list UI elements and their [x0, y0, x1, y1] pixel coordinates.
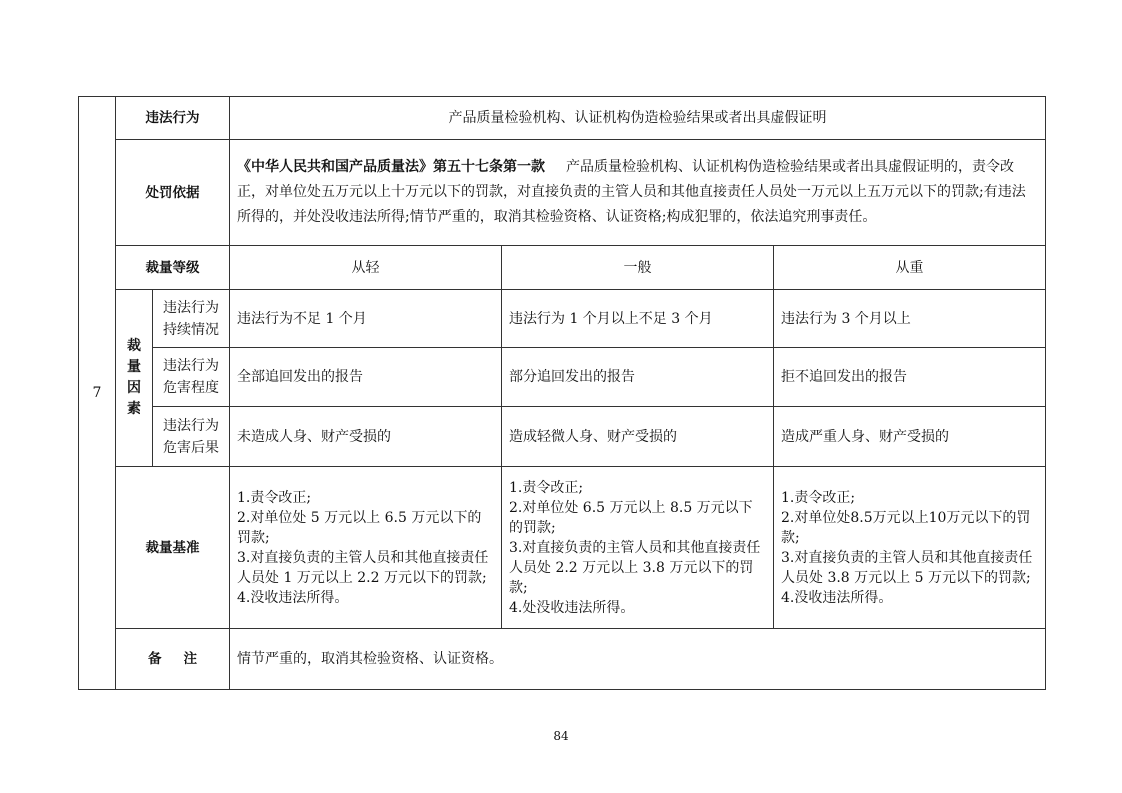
basis-label: 处罚依据 [116, 140, 230, 246]
factor-cell: 造成轻微人身、财产受损的 [502, 407, 774, 467]
factor-cell: 造成严重人身、财产受损的 [774, 407, 1046, 467]
factor-cell: 拒不追回发出的报告 [774, 348, 1046, 407]
level-normal: 一般 [502, 246, 774, 290]
standard-item: 4.处没收违法所得。 [509, 599, 635, 616]
standard-item: 1.责令改正; [781, 489, 856, 506]
standard-row [79, 467, 1046, 629]
basis-cell [230, 140, 1046, 246]
factor-label-harm-consequence: 违法行为危害后果 [153, 407, 230, 467]
violation-label: 违法行为 [116, 97, 230, 140]
standard-item: 3.对直接负责的主管人员和其他直接责任人员处 1 万元以上 2.2 万元以下的罚款; [237, 549, 489, 586]
discretion-table [78, 96, 1046, 690]
basis-row [79, 140, 1046, 246]
note-row [79, 629, 1046, 690]
standard-label: 裁量基准 [116, 467, 230, 629]
factor-cell: 违法行为不足 1 个月 [230, 290, 502, 348]
factor-cell: 全部追回发出的报告 [230, 348, 502, 407]
standard-heavy [774, 467, 1046, 629]
standard-normal [502, 467, 774, 629]
standard-item: 1.责令改正; [509, 479, 584, 496]
factor-row-duration [79, 290, 1046, 348]
levels-row [79, 246, 1046, 290]
level-light: 从轻 [230, 246, 502, 290]
standard-item: 2.对单位处 6.5 万元以上 8.5 万元以下的罚款; [509, 499, 753, 536]
standard-item: 4.没收违法所得。 [781, 589, 893, 606]
basis-text: 产品质量检验机构、认证机构伪造检验结果或者出具虚假证明的，责令改正，对单位处五万元以上十万元以下的罚款，对直接负责的主管人员和其他直接责任人员处一万元以上五万元以下的罚款;有违法所得的，并处没收违法所得;情节严重的，取消其检验资格、认证资格;构成犯罪的，依法追究刑事责任。 [237, 159, 1026, 225]
standard-item: 2.对单位处 5 万元以上 6.5 万元以下的罚款; [237, 509, 482, 546]
row-number: 7 [79, 97, 116, 690]
factor-cell: 违法行为 1 个月以上不足 3 个月 [502, 290, 774, 348]
note-text: 情节严重的，取消其检验资格、认证资格。 [230, 629, 1046, 690]
violation-row [79, 97, 1046, 140]
factor-cell: 违法行为 3 个月以上 [774, 290, 1046, 348]
factor-cell: 未造成人身、财产受损的 [230, 407, 502, 467]
levels-label: 裁量等级 [116, 246, 230, 290]
standard-item: 2.对单位处8.5万元以上10万元以下的罚款; [781, 509, 1031, 546]
level-heavy: 从重 [774, 246, 1046, 290]
standard-item: 3.对直接负责的主管人员和其他直接责任人员处 3.8 万元以上 5 万元以下的罚款; [781, 549, 1033, 586]
factor-label-duration: 违法行为持续情况 [153, 290, 230, 348]
factor-cell: 部分追回发出的报告 [502, 348, 774, 407]
standard-item: 3.对直接负责的主管人员和其他直接责任人员处 2.2 万元以上 3.8 万元以下的罚款; [509, 539, 761, 596]
factor-label-harm-degree: 违法行为危害程度 [153, 348, 230, 407]
standard-item: 1.责令改正; [237, 489, 312, 506]
standard-light [230, 467, 502, 629]
law-title: 《中华人民共和国产品质量法》第五十七条第一款 [237, 159, 545, 175]
note-label: 备注 [116, 629, 230, 690]
standard-item: 4.没收违法所得。 [237, 589, 349, 606]
page-number: 84 [553, 729, 569, 743]
factor-group-label: 裁量因素 [116, 290, 153, 467]
factor-row-harm-degree [79, 348, 1046, 407]
violation-text: 产品质量检验机构、认证机构伪造检验结果或者出具虚假证明 [230, 97, 1046, 140]
factor-row-harm-consequence [79, 407, 1046, 467]
